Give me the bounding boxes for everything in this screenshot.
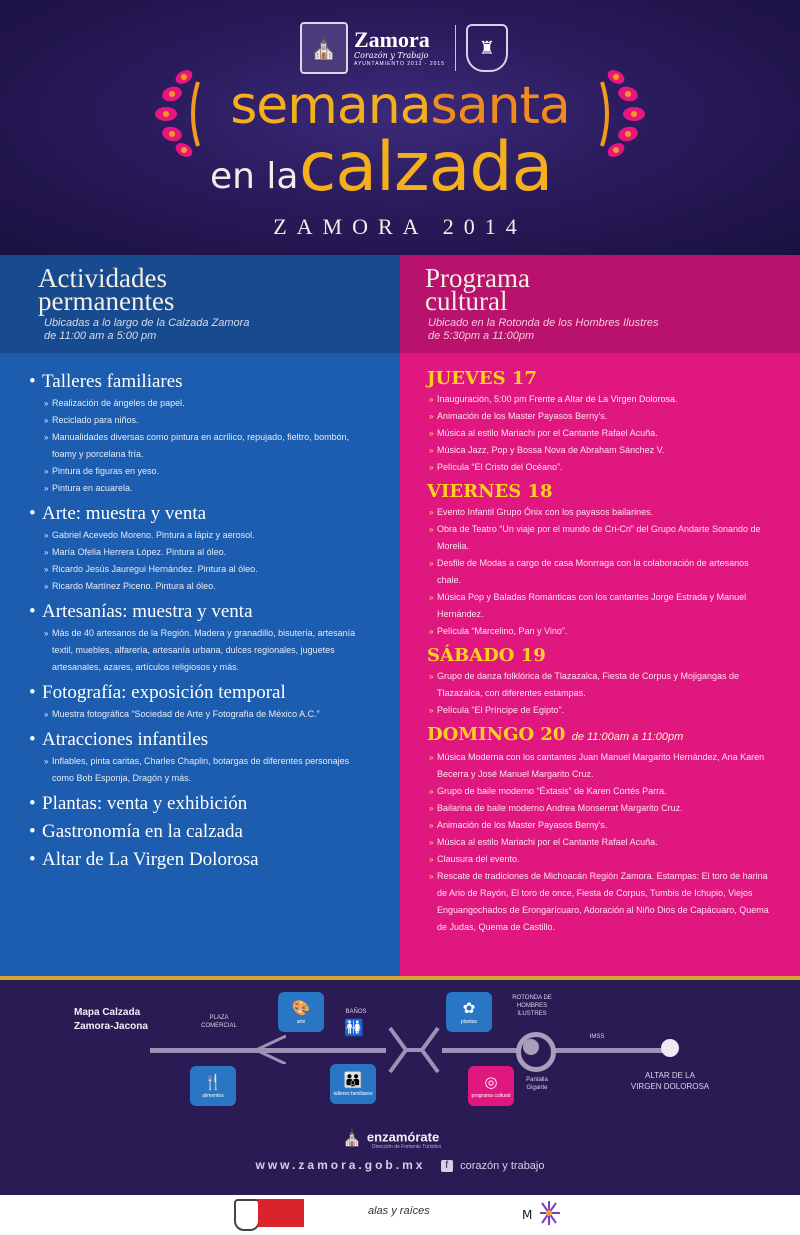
list-item: » Rescate de tradiciones de Michoacán Región Zamora. Estampas: El toro de harina de Ario de Rayón, El toro de once, Fiesta de Corpus, Tumbis de Ichupio, Viejos Enguangochados de Erongarícuaro, Adoración al Niño Dios de Capácuaro, Quema de Judas, Quema de Castillo.	[400, 868, 800, 936]
title-calzada: calzada	[299, 128, 553, 207]
programa-title	[425, 263, 530, 316]
map-card-arte	[278, 992, 324, 1032]
sponsor-alas-y-raices: alas y raíces	[368, 1205, 430, 1217]
day-items	[400, 668, 800, 719]
list-item: » Música Moderna con los cantantes Juan Manuel Margarito Hernández, Ana Karen Becerra y José Manuel Margarito Cruz.	[400, 749, 800, 783]
map-title	[74, 1006, 148, 1034]
family-icon: 👪	[343, 1071, 363, 1089]
programa-days	[400, 363, 800, 939]
map-label-imss: IMSS	[589, 1034, 605, 1040]
programa-title-line2: cultural	[425, 286, 508, 316]
logo-text	[354, 29, 445, 67]
coat-of-arms-icon: ♜	[466, 24, 508, 72]
section-title: • Artesanías: muestra y venta	[0, 601, 400, 623]
section-title: • Fotografía: exposición temporal	[0, 682, 400, 704]
map-card-programa	[468, 1066, 514, 1106]
section-title: • Altar de La Virgen Dolorosa	[0, 849, 400, 871]
logo-slogan: Corazón y Trabajo	[354, 51, 429, 60]
social-text: corazón y trabajo	[460, 1160, 545, 1172]
actividades-title-line1: Actividades	[38, 263, 167, 293]
altar-marker-icon	[661, 1039, 679, 1057]
facebook-icon[interactable]: f	[441, 1160, 453, 1172]
list-item: » Película “El Cristo del Océano”.	[400, 459, 800, 476]
web-row	[0, 1158, 800, 1172]
logo-title: Zamora	[354, 27, 430, 52]
hero-header	[0, 0, 800, 255]
map-label-rotonda: ROTONDA DE HOMBRES ILUSTRES	[512, 995, 552, 1017]
logo-divider	[455, 25, 456, 71]
programa-note-line2: de 5:30pm a 11:00pm	[428, 330, 535, 342]
list-item: » Inflables, pinta caritas, Charles Chaplin, botargas de diferentes personajes como Bob Esponja, Dragón y más.	[0, 753, 400, 787]
title-word-semana: semana	[230, 76, 431, 136]
list-item: » Película “Marcelino, Pan y Vino”.	[400, 623, 800, 640]
day-heading	[400, 723, 800, 749]
list-item: » Grupo de baile moderno “Éxtasis” de Karen Cortés Parra.	[400, 783, 800, 800]
actividades-title	[38, 263, 175, 316]
map-title-line2: Zamora-Jacona	[74, 1021, 148, 1032]
website-link[interactable]: www.zamora.gob.mx	[255, 1158, 426, 1172]
state-crest-icon	[234, 1199, 260, 1231]
map-card-label: talleres familiares	[333, 1090, 373, 1097]
restroom-icon: 🚻	[344, 1020, 364, 1037]
sponsors-footer	[0, 1195, 800, 1235]
list-item: » Desfile de Modas a cargo de casa Monrraga con la colaboración de artesanos chale.	[400, 555, 800, 589]
list-item: » Gabriel Acevedo Moreno. Pintura a lápiz y aerosol.	[0, 527, 400, 544]
section-items	[0, 625, 400, 676]
day-label: DOMINGO 20	[427, 724, 566, 745]
list-item: » Obra de Teatro “Un viaje por el mundo de Cri-Cri” del Grupo Andarte Sonando de Morelia.	[400, 521, 800, 555]
section-items	[0, 527, 400, 595]
rotonda-center-icon	[523, 1039, 539, 1055]
list-item: » Muestra fotográfica “Sociedad de Arte y Fotografía de México A.C.”	[0, 706, 400, 723]
programa-header	[400, 255, 800, 353]
list-item: » Música al estilo Mariachi por el Cantante Rafael Acuña.	[400, 425, 800, 442]
map-label-banos: BAÑOS	[345, 1009, 367, 1015]
day-label: JUEVES 17	[427, 368, 537, 389]
programa-note	[428, 317, 659, 343]
map-label-plaza: PLAZA COMERCIAL	[201, 1015, 237, 1029]
svg-text:M: M	[522, 1208, 533, 1222]
day-items	[400, 504, 800, 640]
palette-icon: 🎨	[291, 999, 311, 1017]
actividades-title-line2: permanentes	[38, 286, 175, 316]
food-icon: 🍴	[203, 1073, 223, 1091]
map-card-label: plantas	[460, 1018, 478, 1025]
list-item: » Música al estilo Mariachi por el Cantante Rafael Acuña.	[400, 834, 800, 851]
day-heading	[400, 480, 800, 504]
day-heading	[400, 367, 800, 391]
actividades-column	[0, 255, 400, 977]
map-title-line1: Mapa Calzada	[74, 1007, 141, 1018]
map-label-altar: ALTAR DE LA VIRGEN DOLOROSA	[630, 1071, 710, 1091]
list-item: » Animación de los Master Payasos Berny's.	[400, 817, 800, 834]
title-semana-santa	[0, 78, 800, 134]
logo-sub: AYUNTAMIENTO 2012 - 2015	[354, 61, 445, 67]
list-item: » Bailarina de baile moderno Andrea Monserrat Margarito Cruz.	[400, 800, 800, 817]
programa-note-line1: Ubicado en la Rotonda de los Hombres Ilustres	[428, 317, 659, 329]
list-item: » Música Pop y Baladas Románticas con los cantantes Jorge Estrada y Manuel Hernández.	[400, 589, 800, 623]
list-item: » Música Jazz, Pop y Bossa Nova de Abraham Sánchez V.	[400, 442, 800, 459]
list-item: » Pintura de figuras en yeso.	[0, 463, 400, 480]
road-fork-icon	[256, 1034, 286, 1064]
list-item: » María Ofelia Herrera López. Pintura al óleo.	[0, 544, 400, 561]
list-item: » Realización de ángeles de papel.	[0, 395, 400, 412]
day-label: VIERNES 18	[427, 481, 553, 502]
programa-title-line1: Programa	[425, 263, 530, 293]
section-title: • Atracciones infantiles	[0, 729, 400, 751]
list-item: » Ricardo Jesús Jauregui Hernández. Pintura al óleo.	[0, 561, 400, 578]
title-en-la: en la	[210, 156, 299, 197]
secretaria-logo-icon	[258, 1199, 304, 1227]
list-item: » Evento Infantil Grupo Ónix con los payasos bailarines.	[400, 504, 800, 521]
actividades-header	[0, 255, 400, 353]
list-item: » Más de 40 artesanos de la Región. Madera y granadillo, bisutería, artesanía textil, muebles, alfarería, artesanía urbana, dulces regionales, juguetes artesanales, azares, artículos religiosos y más.	[0, 625, 400, 676]
day-label: SÁBADO 19	[427, 645, 546, 666]
subtitle-zamora-2014: ZAMORA 2014	[273, 214, 527, 239]
map-card-label: alimentos	[202, 1092, 224, 1099]
title-word-santa: santa	[430, 76, 570, 136]
day-items	[400, 749, 800, 936]
cathedral-logo-icon: ⛪	[300, 22, 348, 74]
plant-icon: ✿	[462, 999, 476, 1017]
actividades-note-line1: Ubicadas a lo largo de la Calzada Zamora	[44, 317, 250, 329]
list-item: » Ricardo Martínez Piceno. Pintura al óleo.	[0, 578, 400, 595]
list-item: » Grupo de danza folklórica de Tlazazalca, Fiesta de Corpus y Mojigangas de Tlazazalca, con diferentes estampas.	[400, 668, 800, 702]
target-icon: ◎	[484, 1073, 498, 1091]
programa-column	[400, 255, 800, 977]
actividades-note	[44, 317, 249, 343]
map-card-plantas	[446, 992, 492, 1032]
section-items	[0, 706, 400, 723]
section-items	[0, 395, 400, 497]
colorful-sponsor-logo-icon	[520, 1199, 566, 1227]
actividades-sections	[0, 365, 400, 871]
zamora-logo	[300, 22, 508, 74]
day-hours: de 11:00am a 11:00pm	[571, 731, 684, 743]
map-label-pantalla: Pantalla Gigante	[526, 1077, 548, 1091]
section-title: • Gastronomía en la calzada	[0, 821, 400, 843]
list-item: » Clausura del evento.	[400, 851, 800, 868]
brand-sub: Dirección de Fomento Turístico	[372, 1144, 442, 1150]
section-items	[0, 753, 400, 787]
list-item: » Película “El Príncipe de Egipto”.	[400, 702, 800, 719]
actividades-note-line2: de 11:00 am a 5:00 pm	[44, 330, 157, 342]
map-card-label: arte	[296, 1018, 306, 1025]
list-item: » Inauguración, 5:00 pm Frente a Altar de La Virgen Dolorosa.	[400, 391, 800, 408]
list-item: » Reciclado para niños.	[0, 412, 400, 429]
section-title: • Plantas: venta y exhibición	[0, 793, 400, 815]
day-items	[400, 391, 800, 476]
map-section	[0, 980, 800, 1195]
road-break-icon	[386, 1024, 442, 1076]
list-item: » Pintura en acuarela.	[0, 480, 400, 497]
map-card-label: programa cultural	[471, 1092, 511, 1099]
list-item: » Animación de los Master Payasos Berny's.	[400, 408, 800, 425]
cathedral-icon: ⛪	[342, 1130, 362, 1147]
day-heading	[400, 644, 800, 668]
map-card-talleres	[330, 1064, 376, 1104]
section-title: • Arte: muestra y venta	[0, 503, 400, 525]
map-card-alimentos	[190, 1066, 236, 1106]
section-title: • Talleres familiares	[0, 371, 400, 393]
brand-text: enzamórate	[366, 1129, 440, 1145]
list-item: » Manualidades diversas como pintura en acrílico, repujado, fieltro, bombón, foamy y porcelana fría.	[0, 429, 400, 463]
